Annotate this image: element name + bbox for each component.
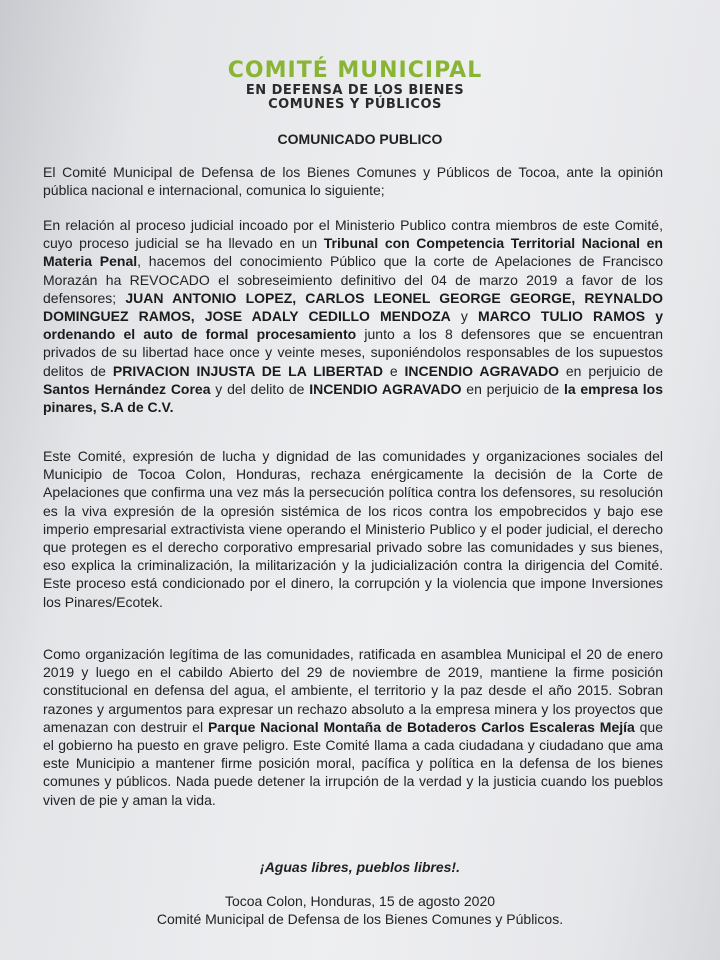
logo-subtitle-line1: EN DEFENSA DE LOS BIENES [245,83,465,98]
closing-slogan: ¡Aguas libres, pueblos libres!. [260,859,460,875]
document-title: COMUNICADO PUBLICO [277,131,443,147]
paragraph-rejection: Este Comité, expresión de lucha y dignidad de las comunidades y organizaciones sociales del Municipio de Tocoa Colon, Honduras, rechaza enérgicamente la decisión de la Corte de Apelaciones que confirma una vez más la persecución política contra los defensores, su resolución es la viva expresión de la opresión sistémica de los ricos contra los empobrecidos y bajo ese imperio empresarial extractivista viene operando el Ministerio Publico y el poder judicial, el derecho que protegen es el derecho corporativo empresarial privado sobre las comunidades y sus bienes, eso explica la criminalización, la militarización y la judicialización contra la dirigencia del Comité. Este proceso está condicionado por el dinero, la corrupción y la violencia que impone Inversiones los Pinares/Ecotek. [43,448,663,610]
committee-logo [190,58,520,112]
place-and-date: Tocoa Colon, Honduras, 15 de agosto 2020 [224,893,496,909]
signature-line: Comité Municipal de Defensa de los Bienes Comunes y Públicos. [156,911,564,927]
logo-subtitle-line2: COMUNES Y PÚBLICOS [268,97,442,112]
paragraph-judicial-process: En relación al proceso judicial incoado por el Ministerio Publico contra miembros de este Comité, cuyo proceso judicial se ha llevado en un Tribunal con Competencia Territorial Nacional en Materia Penal, hacemos del conocimiento Público que la corte de Apelaciones de Francisco Morazán ha REVOCADO el sobreseimiento definitivo del 04 de marzo 2019 a favor de los defensores; JUAN ANTONIO LOPEZ, CARLOS LEONEL GEORGE GEORGE, REYNALDO DOMINGUEZ RAMOS, JOSE ADALY CEDILLO MENDOZA y MARCO TULIO RAMOS y ordenando el auto de formal procesamiento junto a los 8 defensores que se encuentran privados de su libertad hace once y veinte meses, suponiéndolos responsables de los supuestos delitos de PRIVACION INJUSTA DE LA LIBERTAD e INCENDIO AGRAVADO en perjuicio de Santos Hernández Corea y del delito de INCENDIO AGRAVADO en perjuicio de la empresa los pinares, S.A de C.V. [43,217,664,416]
paragraph-intro: El Comité Municipal de Defensa de los Bienes Comunes y Públicos de Tocoa, ante la opinión pública nacional e internacional, comunica lo siguiente; [43,164,663,199]
logo-title: COMITÉ MUNICIPAL [227,58,483,83]
paragraph-position: Como organización legítima de las comunidades, ratificada en asamblea Municipal el 20 de enero 2019 y luego en el cabildo Abierto del 29 de noviembre de 2019, mantiene la firme posición constitucional en defensa del agua, el ambiente, el territorio y la paz desde el año 2015. Sobran razones y argumentos para expresar un rechazo absoluto a la empresa minera y los proyectos que amenazan con destruir el Parque Nacional Montaña de Botaderos Carlos Escaleras Mejía que el gobierno ha puesto en grave peligro. Este Comité llama a cada ciudadana y ciudadano que ama este Municipio a mantener firme posición moral, pacífica y política en la defensa de los bienes comunes y públicos. Nada puede detener la irrupción de la verdad y la justicia cuando los pueblos viven de pie y aman la vida. [43,646,664,808]
